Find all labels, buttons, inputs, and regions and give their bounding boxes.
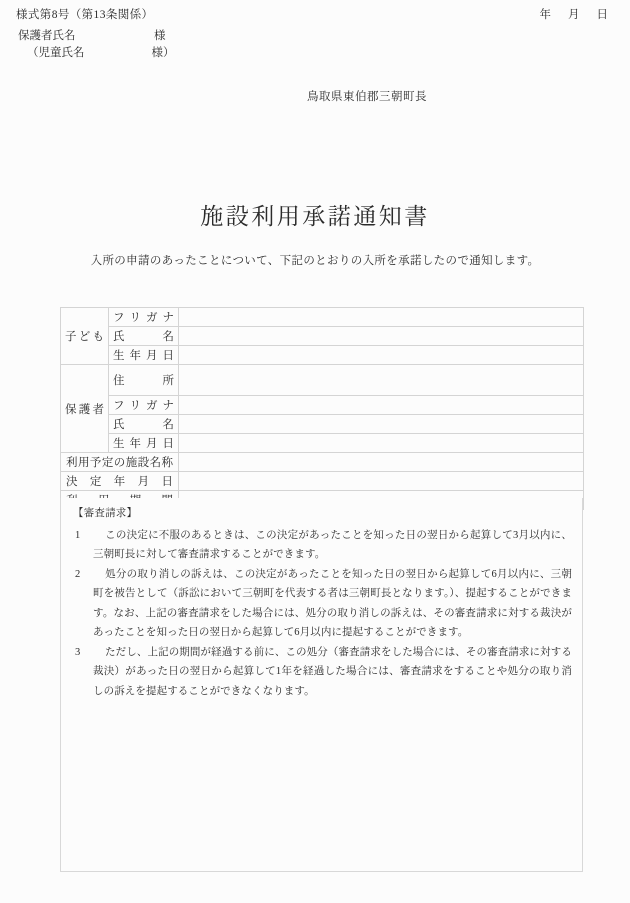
addressee-block bbox=[18, 28, 175, 62]
guardian-name-label-cell bbox=[109, 415, 179, 434]
table-row bbox=[61, 396, 584, 415]
decision-date-label: 決 定 年 月 日 bbox=[66, 476, 173, 488]
guardian-name-label: 氏 名 bbox=[113, 419, 174, 431]
appeal-item bbox=[71, 643, 572, 702]
guardian-address-label-cell bbox=[109, 365, 179, 396]
intro-paragraph: 入所の申請のあったことについて、下記のとおりの入所を承諾したので通知します。 bbox=[90, 255, 540, 267]
child-furigana-input[interactable] bbox=[179, 308, 584, 327]
appeal-item-text: ただし、上記の期間が経過する前に、この処分（審査請求をした場合には、その審査請求に対する裁決）があった日の翌日から起算して1年を経過した場合には、審査請求をすることや処分の取り消しの訴えを提起することができなくなります。 bbox=[93, 646, 572, 697]
table-row bbox=[61, 415, 584, 434]
guardian-address-label: 住 所 bbox=[113, 375, 174, 387]
table-row bbox=[61, 365, 584, 396]
date-month-label: 月 bbox=[568, 9, 580, 21]
date-day-label: 日 bbox=[596, 9, 608, 21]
guardian-birthdate-label-cell bbox=[109, 434, 179, 453]
child-birthdate-label: 生 年 月 日 bbox=[113, 350, 174, 362]
child-furigana-label: フ リ ガ ナ bbox=[113, 312, 174, 324]
date-year-label: 年 bbox=[539, 9, 551, 21]
table-row bbox=[61, 346, 584, 365]
guardian-group-label: 保 護 者 bbox=[65, 403, 104, 416]
table-row bbox=[61, 434, 584, 453]
guardian-furigana-input[interactable] bbox=[179, 396, 584, 415]
issuer-name: 鳥取県東伯郡三朝町長 bbox=[307, 91, 427, 103]
child-name-label: 氏 名 bbox=[113, 331, 174, 343]
guardian-honorific: 様 bbox=[154, 30, 166, 42]
table-row bbox=[61, 472, 584, 491]
table-row bbox=[61, 327, 584, 346]
appeal-item-text: この決定に不服のあるときは、この決定があったことを知った日の翌日から起算して3月以内に、三朝町長に対して審査請求することができます。 bbox=[93, 529, 572, 560]
guardian-furigana-label-cell bbox=[109, 396, 179, 415]
date-line bbox=[540, 6, 609, 22]
form-number: 様式第8号（第13条関係） bbox=[16, 9, 154, 21]
appeal-item bbox=[71, 526, 572, 565]
child-honorific: 様） bbox=[151, 47, 175, 59]
child-name-label: （児童氏名 bbox=[27, 47, 85, 59]
facility-name-label-cell bbox=[61, 453, 179, 472]
appeal-item-number: 2 bbox=[75, 568, 81, 580]
decision-date-label-cell bbox=[61, 472, 179, 491]
facility-name-label: 利 用 予 定 の 施 設 名 称 bbox=[66, 457, 173, 469]
facility-name-input[interactable] bbox=[179, 453, 584, 472]
guardian-address-input[interactable] bbox=[179, 365, 584, 396]
guardian-furigana-label: フ リ ガ ナ bbox=[113, 400, 174, 412]
guardian-group-cell bbox=[61, 365, 109, 453]
decision-date-input[interactable] bbox=[179, 472, 584, 491]
guardian-name-input[interactable] bbox=[179, 415, 584, 434]
guardian-name-label: 保護者氏名 bbox=[18, 30, 76, 42]
applicant-info-table bbox=[60, 307, 584, 510]
child-birthdate-label-cell bbox=[109, 346, 179, 365]
child-name-label-cell bbox=[109, 327, 179, 346]
guardian-name-line bbox=[18, 28, 175, 45]
appeal-item-text: 処分の取り消しの訴えは、この決定があったことを知った日の翌日から起算して6月以内に、三朝町を被告として（訴訟において三朝町を代表する者は三朝町長となります。）、提起することができます。なお、上記の審査請求をした場合には、処分の取り消しの訴えは、その審査請求に対する裁決があったことを知った日の翌日から起算して6月以内に提起することができます。 bbox=[93, 568, 572, 638]
child-group-label: 子 ど も bbox=[65, 331, 104, 343]
appeal-item-number: 1 bbox=[75, 529, 81, 541]
child-group-cell bbox=[61, 308, 109, 365]
child-birthdate-input[interactable] bbox=[179, 346, 584, 365]
issuer-line bbox=[0, 88, 630, 104]
appeal-heading: 【審査請求】 bbox=[73, 508, 138, 519]
appeal-item bbox=[71, 565, 572, 643]
appeal-notice-box bbox=[60, 498, 583, 872]
child-name-line bbox=[18, 45, 175, 62]
child-furigana-label-cell bbox=[109, 308, 179, 327]
guardian-birthdate-label: 生 年 月 日 bbox=[113, 438, 174, 450]
document-header bbox=[0, 6, 630, 26]
page-title: 施設利用承諾通知書 bbox=[200, 204, 430, 229]
table-row bbox=[61, 308, 584, 327]
child-name-input[interactable] bbox=[179, 327, 584, 346]
table-row bbox=[61, 453, 584, 472]
appeal-item-number: 3 bbox=[75, 646, 81, 658]
guardian-birthdate-input[interactable] bbox=[179, 434, 584, 453]
